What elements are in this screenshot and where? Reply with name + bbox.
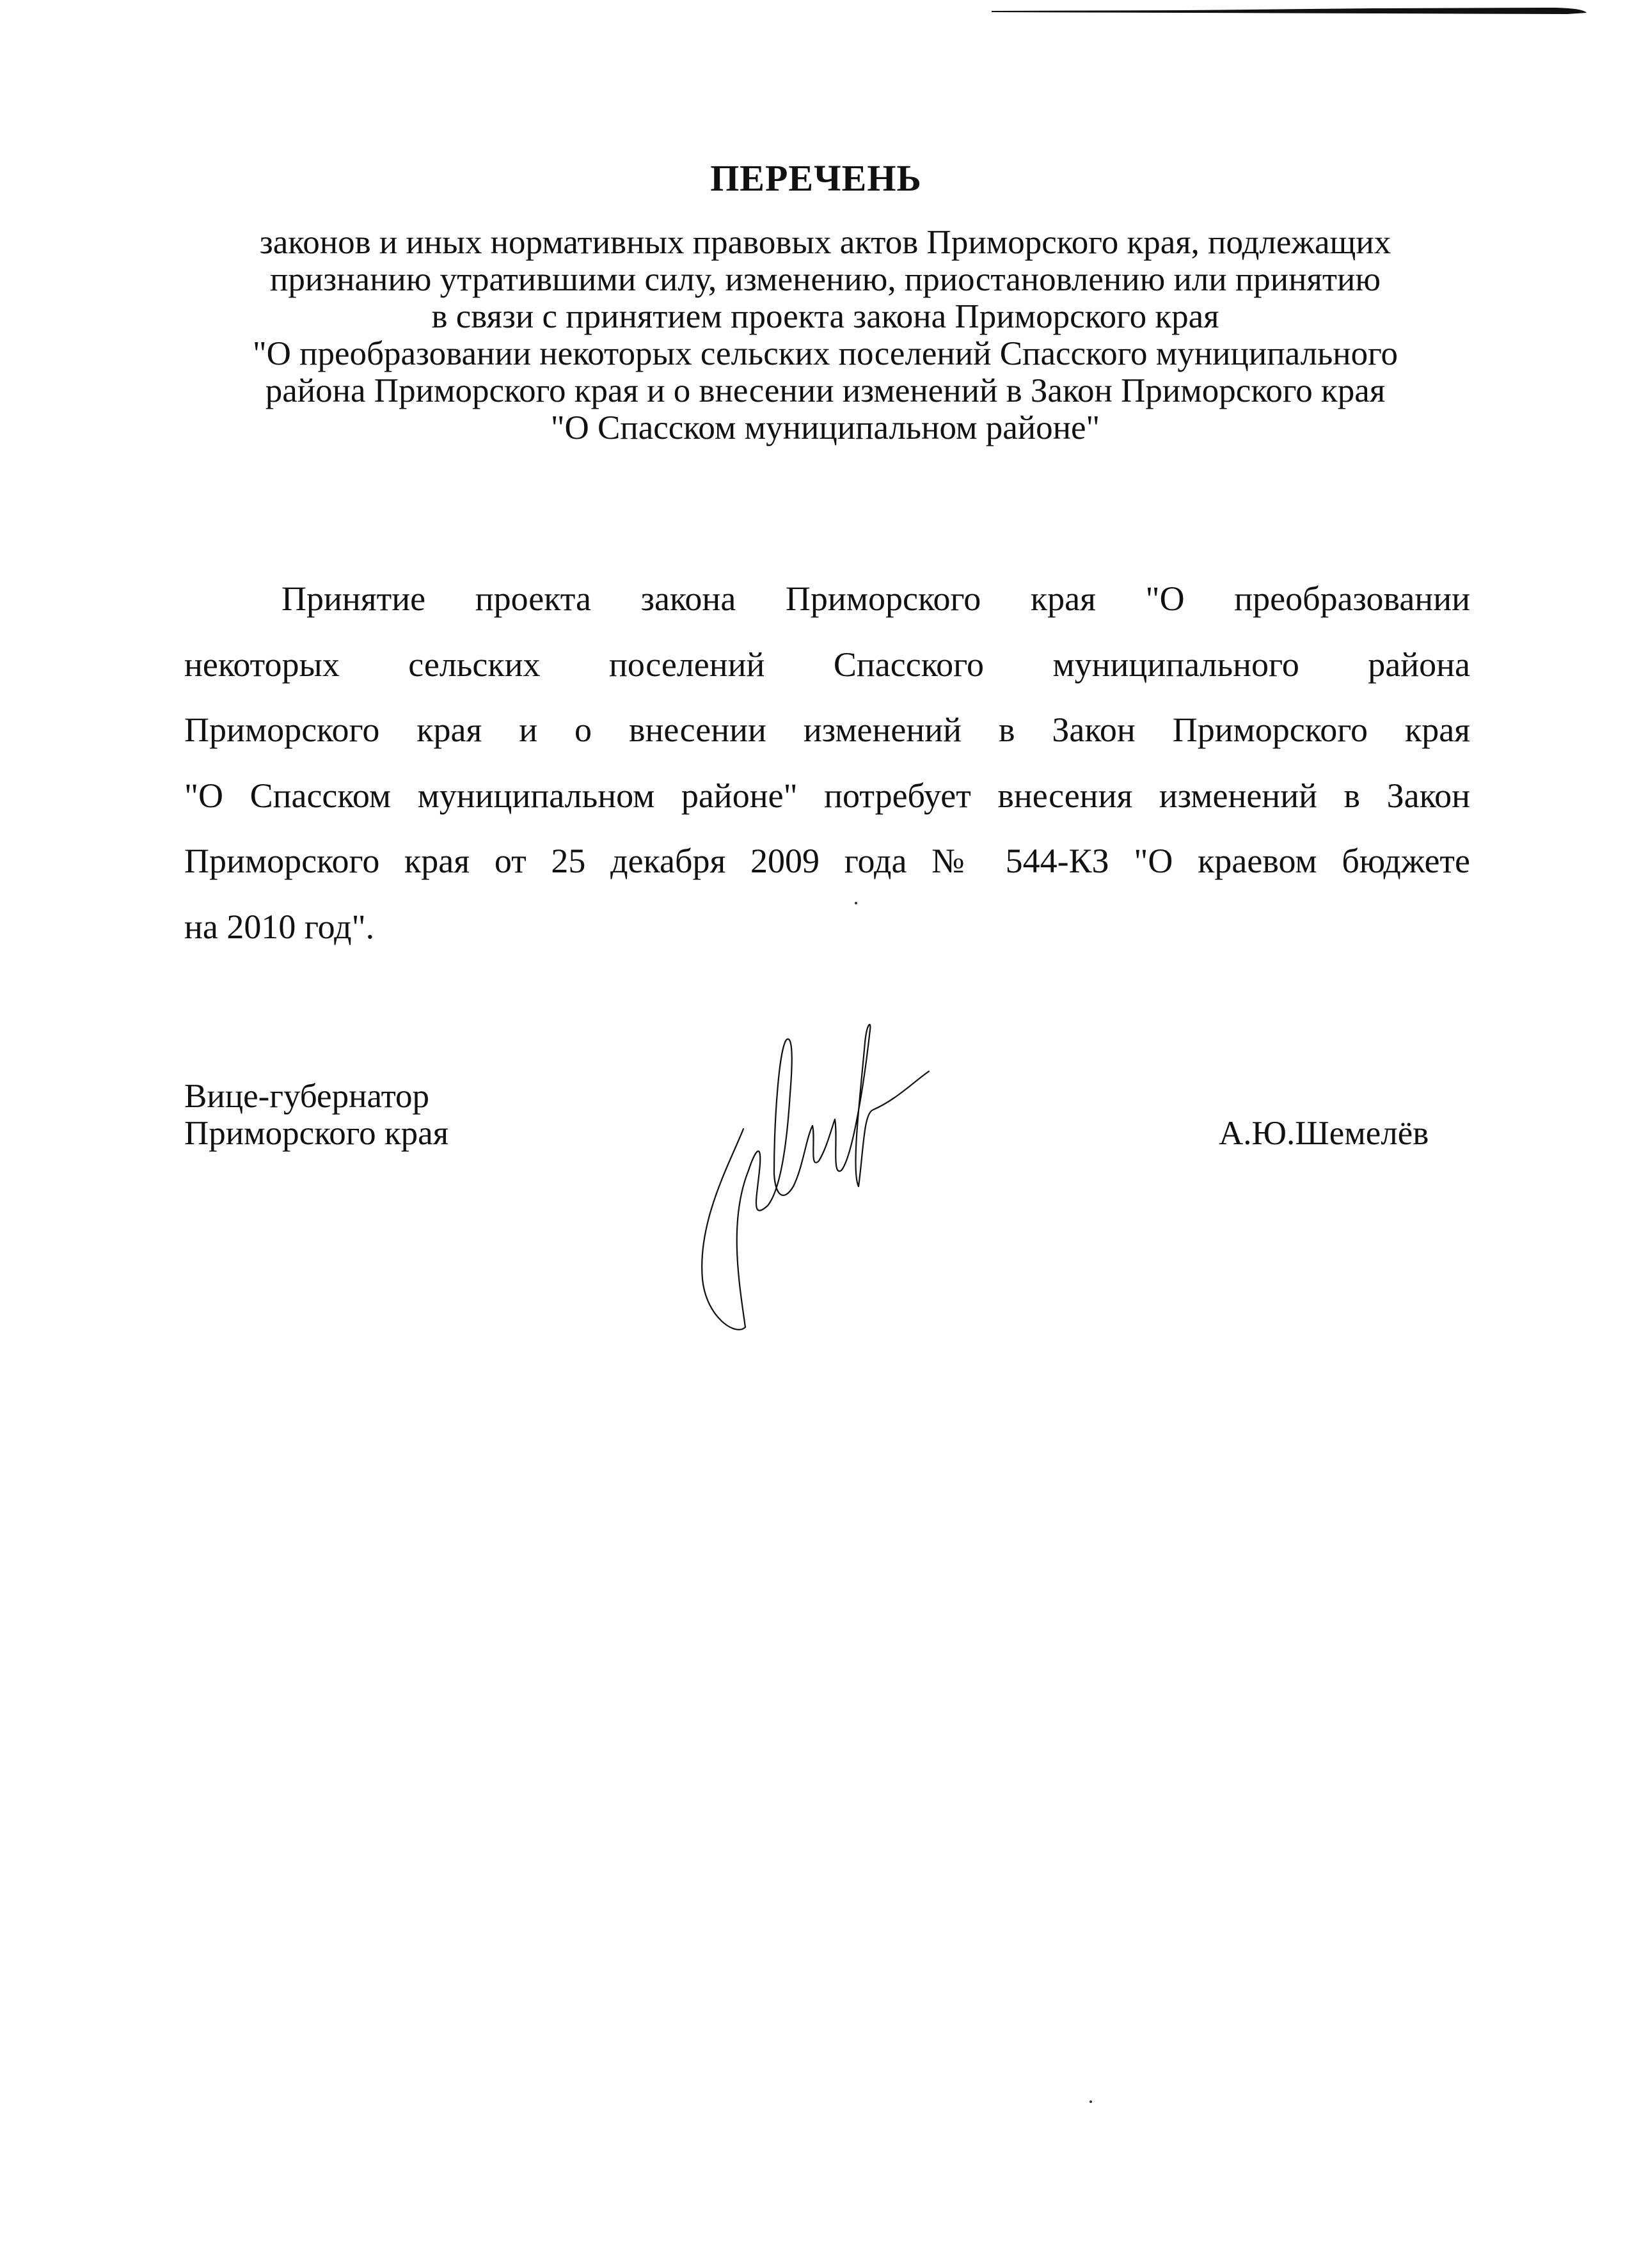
signatory-name: А.Ю.Шемелёв — [1219, 1115, 1429, 1152]
body-line: Приморского края от 25 декабря 2009 года № 544-КЗ "О краевом бюджете — [184, 842, 1470, 880]
signatory-position-line: Вице-губернатор — [184, 1078, 430, 1115]
scan-edge-line — [992, 5, 1587, 14]
document-title: ПЕРЕЧЕНЬ — [710, 157, 922, 199]
subtitle-line: в связи с принятием проекта закона Приморского края — [431, 298, 1219, 335]
scan-speck — [1089, 2100, 1092, 2103]
signatory-position-line: Приморского края — [184, 1115, 449, 1152]
signatory-position — [184, 1078, 448, 1152]
document-subtitle — [166, 224, 1484, 446]
body-line: Принятие проекта закона Приморского края "О преобразовании — [281, 579, 1470, 618]
subtitle-line: "О преобразовании некоторых сельских поселений Спасского муниципального — [252, 335, 1398, 372]
body-paragraph — [184, 566, 1470, 959]
subtitle-line: "О Спасском муниципальном районе" — [550, 409, 1100, 446]
subtitle-line: законов и иных нормативных правовых актов Приморского края, подлежащих — [259, 224, 1391, 261]
body-line: "О Спасском муниципальном районе" потребует внесения изменений в Закон — [184, 776, 1470, 815]
subtitle-line: признанию утратившими силу, изменению, приостановлению или принятию — [270, 261, 1381, 298]
subtitle-line: района Приморского края и о внесении изменений в Закон Приморского края — [265, 372, 1386, 409]
body-line: Приморского края и о внесении изменений в Закон Приморского края — [184, 711, 1470, 749]
body-line: на 2010 год". — [184, 907, 375, 946]
handwritten-signature — [678, 1011, 1011, 1343]
body-line: некоторых сельских поселений Спасского муниципального района — [184, 645, 1470, 684]
scan-speck — [855, 902, 857, 904]
